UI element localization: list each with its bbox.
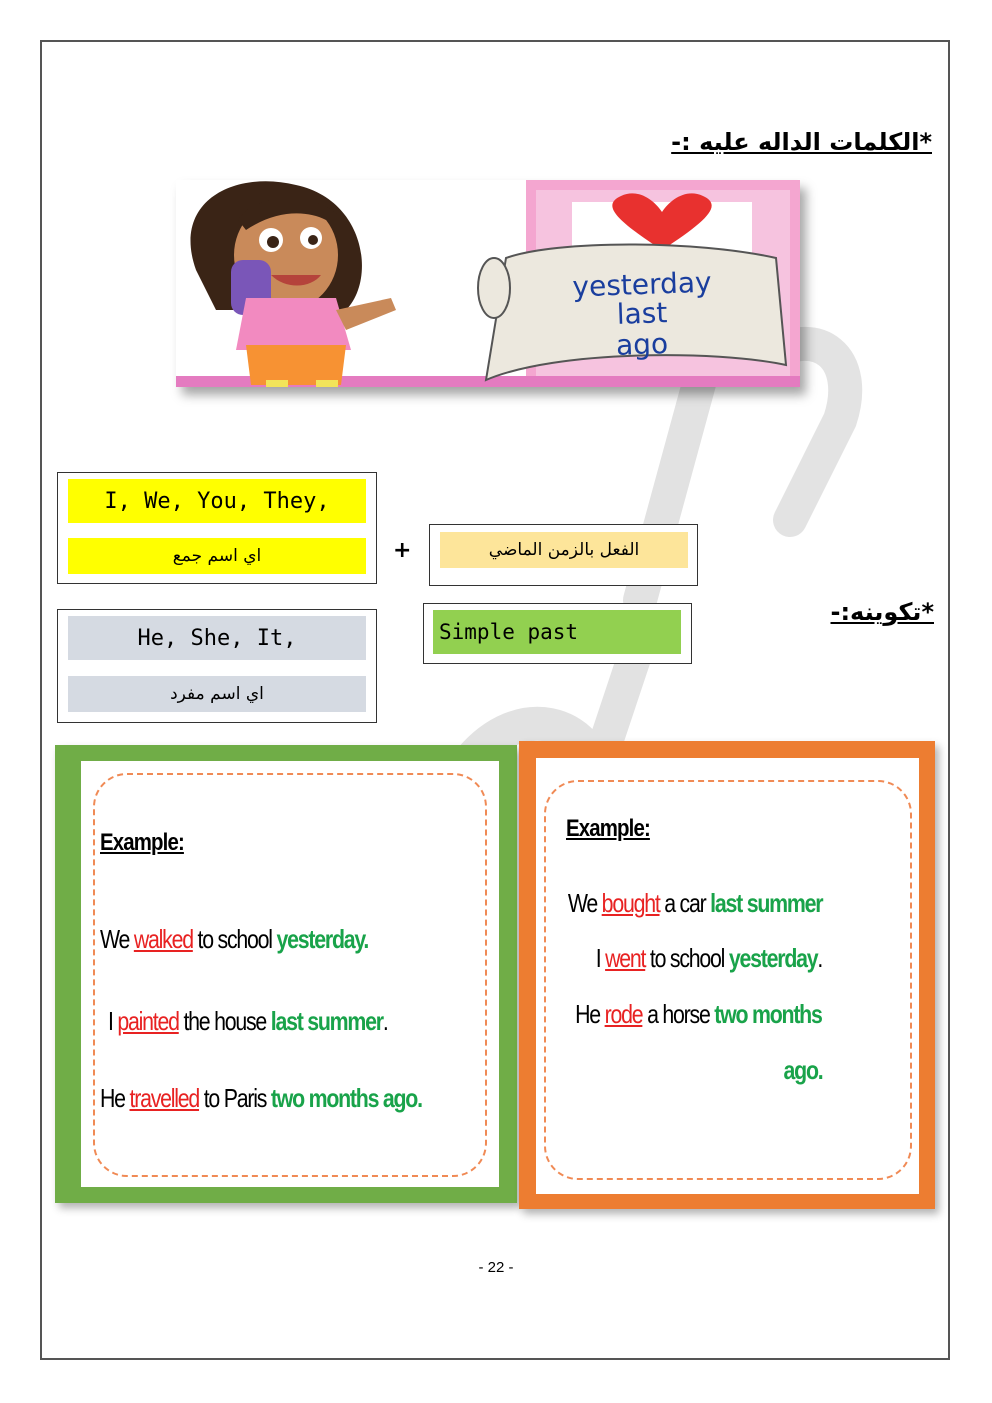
simple-past-box (423, 603, 692, 664)
banner-illustration (176, 180, 800, 387)
example-sentence: We bought a car last summer (567, 888, 822, 918)
plural-pronouns-label: I, We, You, They, (68, 479, 366, 523)
example-sentence: I went to school yesterday. (595, 943, 822, 973)
singular-meaning-label: اي اسم مفرد (68, 676, 366, 712)
example-sentence: We walked to school yesterday. (100, 924, 369, 954)
scroll-word-2: last (616, 296, 668, 331)
past-verb-box (429, 524, 698, 586)
page-number: - 22 - (478, 1259, 514, 1276)
example-title-right: Example: (566, 815, 650, 842)
example-sentence: He travelled to Paris two months ago. (100, 1083, 422, 1113)
plural-pronouns-box (57, 472, 377, 584)
example-card-left (55, 745, 517, 1203)
example-card-right (519, 741, 935, 1209)
scroll-word-1: yesterday (571, 265, 713, 304)
example-title-left: Example: (100, 829, 184, 856)
singular-pronouns-box (57, 609, 377, 723)
example-sentence: I painted the house last summer. (108, 1006, 388, 1036)
scroll-word-3: ago (615, 327, 669, 362)
heading-keywords: *الكلمات الداله عليه :- (671, 128, 932, 156)
example-sentence: He rode a horse two months (575, 999, 822, 1029)
singular-pronouns-label: He, She, It, (68, 616, 366, 660)
past-verb-label: الفعل بالزمن الماضي (440, 532, 688, 568)
heading-formation: *تكوينه:- (830, 598, 934, 626)
example-continuation: ago. (783, 1055, 822, 1085)
plus-sign: + (393, 538, 412, 563)
plural-meaning-label: اي اسم جمع (68, 538, 366, 574)
simple-past-label: Simple past (433, 610, 681, 654)
